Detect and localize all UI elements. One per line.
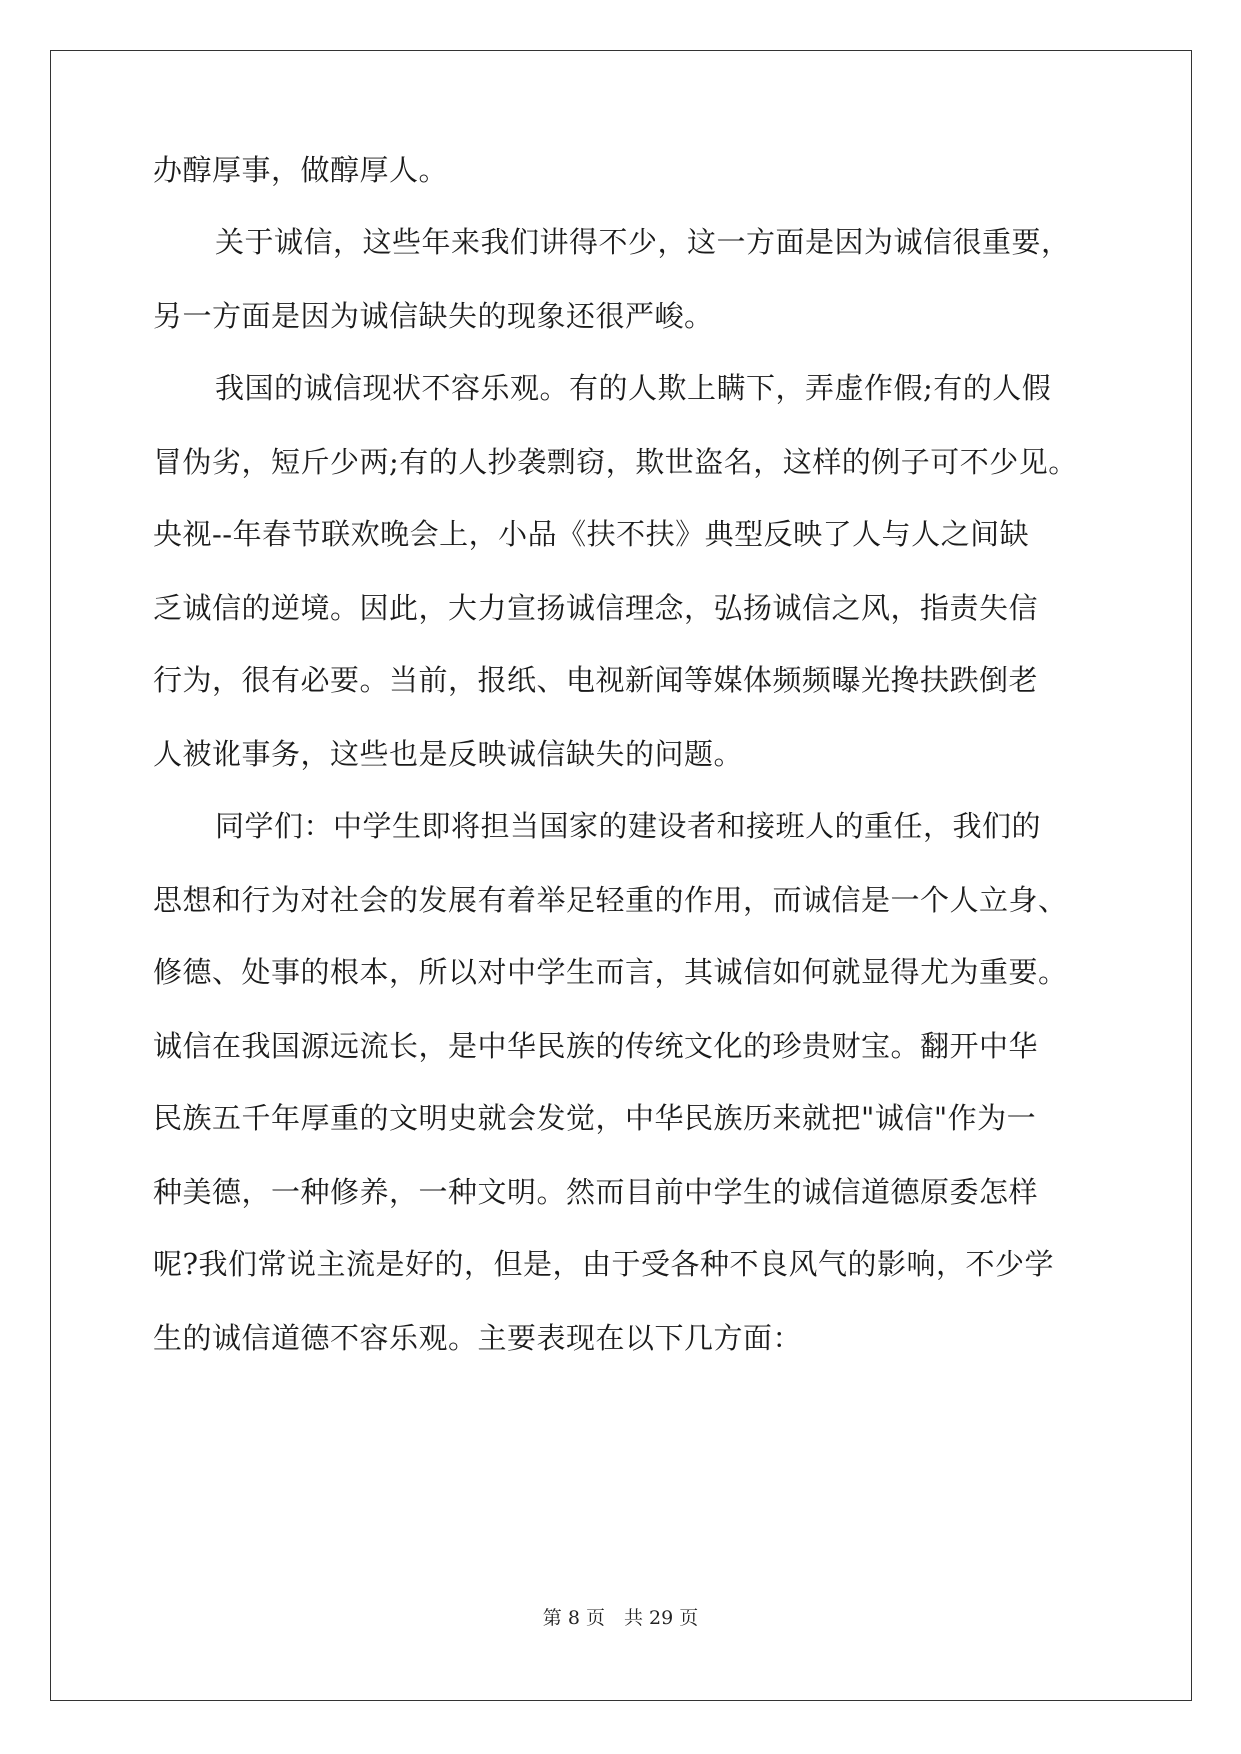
text-line: 央视--年春节联欢晚会上，小品《扶不扶》典型反映了人与人之间缺 — [153, 517, 1030, 551]
text-line: 民族五千年厚重的文明史就会发觉，中华民族历来就把"诚信"作为一 — [153, 1101, 1037, 1135]
text-line: 乏诚信的逆境。因此，大力宣扬诚信理念，弘扬诚信之风，指责失信 — [153, 591, 1039, 625]
text-line: 思想和行为对社会的发展有着举足轻重的作用，而诚信是一个人立身、 — [153, 883, 1068, 917]
text-line: 办醇厚事，做醇厚人。 — [153, 153, 449, 187]
text-line: 生的诚信道德不容乐观。主要表现在以下几方面： — [153, 1321, 803, 1355]
text-line: 种美德，一种修养，一种文明。然而目前中学生的诚信道德原委怎样 — [153, 1175, 1039, 1209]
text-line: 诚信在我国源远流长，是中华民族的传统文化的珍贵财宝。翻开中华 — [153, 1029, 1039, 1063]
text-line: 呢?我们常说主流是好的，但是，由于受各种不良风气的影响，不少学 — [153, 1247, 1055, 1281]
paragraph-first-line: 关于诚信，这些年来我们讲得不少，这一方面是因为诚信很重要， — [215, 225, 1071, 259]
paragraph-first-line: 同学们：中学生即将担当国家的建设者和接班人的重任，我们的 — [215, 809, 1042, 843]
page-number-footer: 第 8 页 共 29 页 — [542, 1607, 699, 1629]
text-line: 人被讹事务，这些也是反映诚信缺失的问题。 — [153, 737, 744, 771]
text-line: 冒伪劣，短斤少两;有的人抄袭剽窃，欺世盗名，这样的例子可不少见。 — [153, 445, 1078, 479]
text-line: 另一方面是因为诚信缺失的现象还很严峻。 — [153, 299, 714, 333]
text-line: 行为，很有必要。当前，报纸、电视新闻等媒体频频曝光搀扶跌倒老 — [153, 663, 1039, 697]
paragraph-first-line: 我国的诚信现状不容乐观。有的人欺上瞒下，弄虚作假;有的人假 — [215, 371, 1052, 405]
text-line: 修德、处事的根本，所以对中学生而言，其诚信如何就显得尤为重要。 — [153, 955, 1068, 989]
